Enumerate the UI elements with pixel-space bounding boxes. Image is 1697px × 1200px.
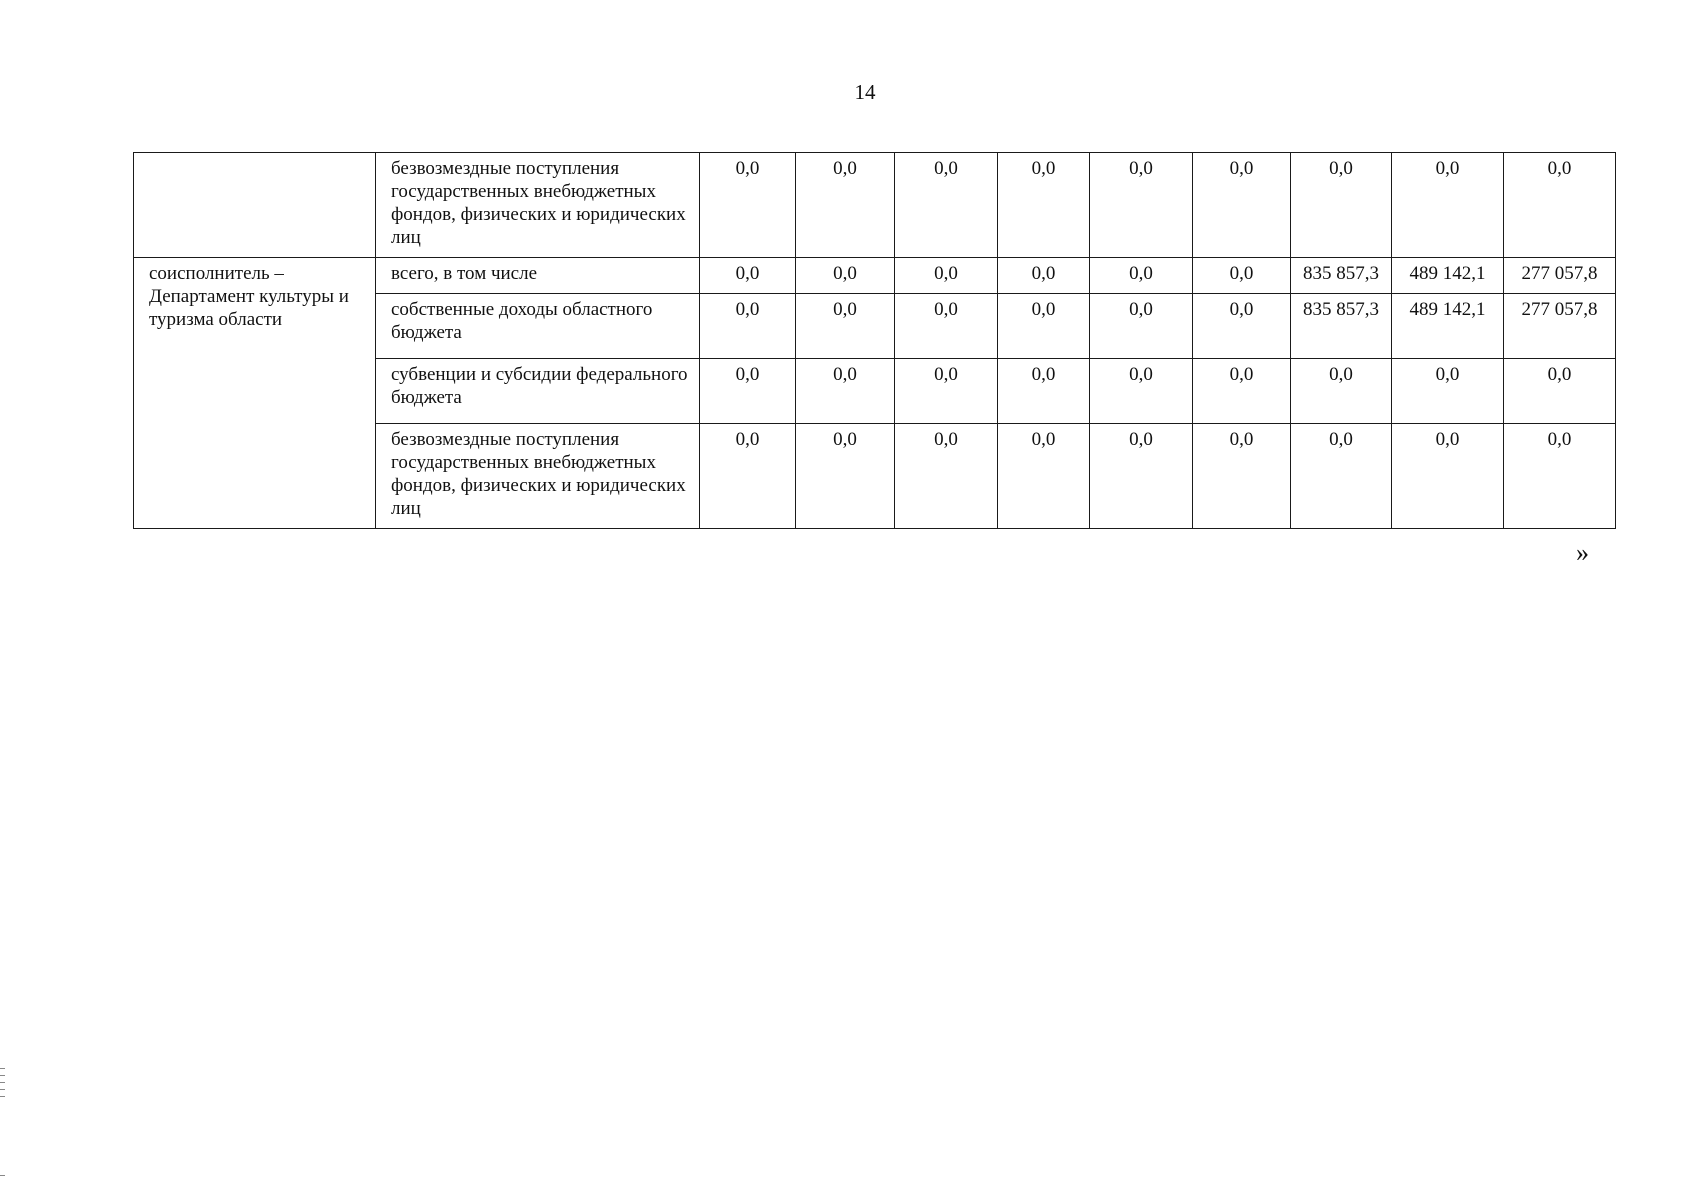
value-cell: 0,0 [796,359,895,424]
value-cell: 0,0 [700,294,796,359]
value-cell: 0,0 [1193,258,1291,294]
value-cell: 0,0 [700,359,796,424]
value-cell: 0,0 [700,424,796,529]
value-cell: 0,0 [796,294,895,359]
value-cell: 0,0 [1291,359,1392,424]
value-cell: 0,0 [895,258,998,294]
value-cell: 0,0 [1504,424,1616,529]
funding-source-cell: безвозмездные поступления государственных внебюджетных фондов, физических и юридических лиц [376,153,700,258]
value-cell: 0,0 [895,424,998,529]
value-cell: 0,0 [1193,359,1291,424]
value-cell: 277 057,8 [1504,294,1616,359]
value-cell: 0,0 [1392,153,1504,258]
table-row [134,153,1616,258]
value-cell: 0,0 [1090,258,1193,294]
closing-quote-mark: » [1576,538,1589,567]
value-cell: 0,0 [998,359,1090,424]
value-cell: 0,0 [700,258,796,294]
funding-source-cell: субвенции и субсидии федерального бюджета [376,359,700,424]
value-cell: 0,0 [1193,153,1291,258]
funding-source-cell: безвозмездные поступления государственных внебюджетных фондов, физических и юридических лиц [376,424,700,529]
value-cell: 0,0 [1090,153,1193,258]
page-number: 14 [854,80,876,104]
value-cell: 489 142,1 [1392,258,1504,294]
value-cell: 0,0 [1291,424,1392,529]
value-cell: 0,0 [796,424,895,529]
value-cell: 0,0 [1291,153,1392,258]
value-cell: 0,0 [796,153,895,258]
executor-cell: соисполнитель – Департамент культуры и туризма области [134,258,376,529]
funding-source-cell: всего, в том числе [376,258,700,294]
budget-table [133,152,1616,529]
value-cell: 0,0 [1392,359,1504,424]
value-cell: 835 857,3 [1291,294,1392,359]
value-cell: 0,0 [998,153,1090,258]
value-cell: 0,0 [1504,153,1616,258]
value-cell: 489 142,1 [1392,294,1504,359]
value-cell: 0,0 [895,294,998,359]
value-cell: 0,0 [998,294,1090,359]
funding-source-cell: собственные доходы областного бюджета [376,294,700,359]
value-cell: 0,0 [895,153,998,258]
value-cell: 0,0 [1193,294,1291,359]
value-cell: 0,0 [998,258,1090,294]
value-cell: 0,0 [998,424,1090,529]
value-cell: 0,0 [895,359,998,424]
executor-cell [134,153,376,258]
value-cell: 0,0 [1392,424,1504,529]
value-cell: 0,0 [700,153,796,258]
table-row [134,258,1616,294]
value-cell: 0,0 [1090,359,1193,424]
value-cell: 0,0 [1090,294,1193,359]
value-cell: 0,0 [1090,424,1193,529]
value-cell: 0,0 [1193,424,1291,529]
value-cell: 277 057,8 [1504,258,1616,294]
value-cell: 0,0 [1504,359,1616,424]
value-cell: 835 857,3 [1291,258,1392,294]
value-cell: 0,0 [796,258,895,294]
